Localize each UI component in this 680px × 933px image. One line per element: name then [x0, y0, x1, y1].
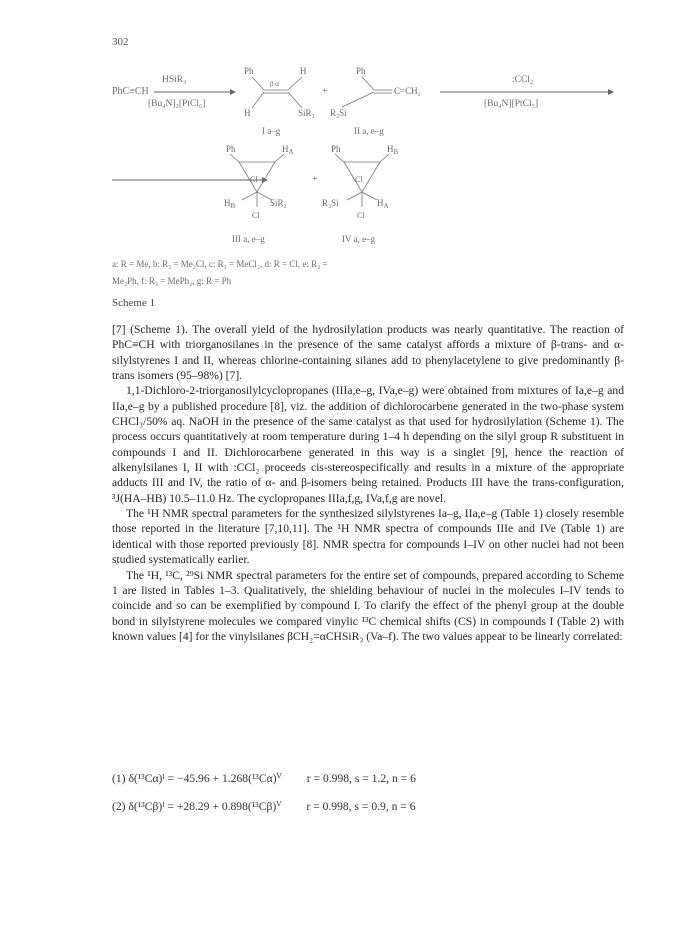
product-I-label: I a–g	[262, 126, 281, 136]
equation-2-label: (2)	[112, 800, 126, 813]
scheme-legend-line-2: Me₂Ph, f: R₃ = MePh₂, g: R = Ph	[112, 276, 232, 286]
product-I-h: H	[300, 66, 307, 76]
product-IV-cl: Cl	[355, 175, 363, 184]
paragraph-1: [7] (Scheme 1). The overall yield of the hydrosilylation products was nearly quantitative. The reaction of PhC≡CH with triorganosilanes in the presence of the same catalyst affords a mixture of β-trans- and α-silylstyrenes I and II, whereas chlorine-containing silanes add to phenylacetylene to give predominantly β-trans isomers (95–98%) [7].	[112, 323, 624, 383]
product-III-sir3: SiR₃	[270, 198, 287, 208]
equation-1-label: (1)	[112, 772, 126, 785]
product-III-label: III a, e–g	[232, 234, 265, 244]
arrow-1-head	[230, 89, 236, 95]
product-IV-ph: Ph	[331, 144, 341, 154]
product-IV-label: IV a, e–g	[342, 234, 376, 244]
product-II-structure	[342, 77, 392, 107]
equation-2-formula: δ(¹³Cβ)ᴵ = +28.29 + 0.898(¹³Cβ)ⱽ	[128, 800, 282, 813]
product-III-hb: $H_B$	[224, 198, 236, 210]
plus-sign-1: +	[322, 86, 328, 97]
product-I-ph: Ph	[244, 66, 254, 76]
product-III-cl: Cl	[250, 175, 258, 184]
paragraph-4: The ¹H, ¹³C, ²⁹Si NMR spectral parameters for the entire set of compounds, prepared according to Scheme 1 are listed in Tables 1–3. Qualitatively, the shielding behaviour of nuclei in the molecules I–IV tends to coincide and so can be exemplified by compound I. To clarify the effect of the phenyl group at the double bond in silylstyrene molecules we compared vinylic ¹³C chemical shifts (CS) in compounds I (Table 2) with known values [4] for the vinylsilanes βCH₂=αCHSiR₃ (Va–f). The two values appear to be linearly correlated:	[112, 568, 624, 643]
equation-1-formula: δ(¹³Cα)ᴵ = −45.96 + 1.268(¹³Cα)ⱽ	[128, 772, 282, 785]
catalyst-1-label: [Bu₄N]₂[PtCl₆]	[148, 99, 206, 109]
paragraph-3: The ¹H NMR spectral parameters for the synthesized silylstyrenes Ia–g, IIa,e–g (Table 1) closely resemble those reported in the literature [7,10,11]. The ¹H NMR spectra of compounds IIIe and IVe (Table 1) are identical with those reported previously [8]. NMR spectra for compounds I–IV on other nuclei had not been studied systematically earlier.	[112, 507, 624, 567]
product-II-sir3: R₃Si	[330, 108, 347, 118]
product-IV-hb: $H_B$	[387, 144, 399, 156]
reaction-scheme	[112, 62, 622, 302]
equation-1	[112, 771, 416, 785]
product-I-h2: H	[244, 108, 251, 118]
product-I-beta: β α	[270, 80, 279, 88]
product-I-sir3: SiR₃	[298, 108, 315, 118]
reactant-label: PhC≡CH	[112, 86, 149, 97]
reagent-1-label: HSiR₃	[162, 75, 187, 85]
product-IV-ha: $H_A$	[377, 198, 389, 210]
paragraph-2: 1,1-Dichloro-2-triorganosilylcyclopropanes (IIIa,e–g, IVa,e–g) were obtained from mixtures of Ia,e–g and IIa,e–g by a published procedure [8], viz. the addition of dichlorocarbene generated in the two-phase system CHCl₃/50% aq. NaOH in the presence of the same catalyst as that used for hydrosilylation (Scheme 1). The process occurs quantitatively at room temperature during 1–4 h depending on the silyl group R substituent in compounds I and II. Dichlorocarbene generated in this way is a singlet [9], hence the reaction of alkenylsilanes I, II with :CCl₂ proceeds cis-stereospecifically and results in a mixture of the appropriate adducts III and IV, the ratio of α- and β-isomers being retained. Products III have the trans-configuration, ³J(HA–HB) 10.5–11.0 Hz. The cyclopropanes IIIa,f,g, IVa,f,g are novel.	[112, 384, 624, 505]
equation-2-stats: r = 0.998, s = 0.9, n = 6	[306, 800, 416, 813]
catalyst-2-label: [Bu₄N][PtCl₃]	[484, 99, 539, 109]
equation-1-stats: r = 0.998, s = 1.2, n = 6	[306, 772, 416, 785]
scheme-legend-line-1: a: R = Me, b: R₃ = Me₂Cl, c: R₃ = MeCl₂, d: R = Cl, e: R₃ =	[112, 259, 328, 269]
scheme-caption: Scheme 1	[112, 297, 156, 309]
product-III-ph: Ph	[226, 144, 236, 154]
page-number: 302	[112, 36, 129, 48]
reagent-2-label: :CCl₂	[512, 75, 534, 85]
product-IV-sir3: R₃Si	[322, 198, 339, 208]
product-II-ph: Ph	[356, 66, 366, 76]
product-IV-cl2: Cl	[357, 211, 365, 220]
arrow-2-head	[608, 89, 614, 95]
product-II-label: II a, e–g	[354, 126, 384, 136]
product-III-cl2: Cl	[252, 211, 260, 220]
product-II-ch2: C=CH₂	[394, 86, 421, 96]
article-body	[112, 322, 624, 644]
equation-2	[112, 799, 416, 813]
scheme-drawing	[112, 62, 622, 302]
product-III-ha: $H_A$	[282, 144, 294, 156]
plus-sign-2: +	[312, 174, 318, 185]
